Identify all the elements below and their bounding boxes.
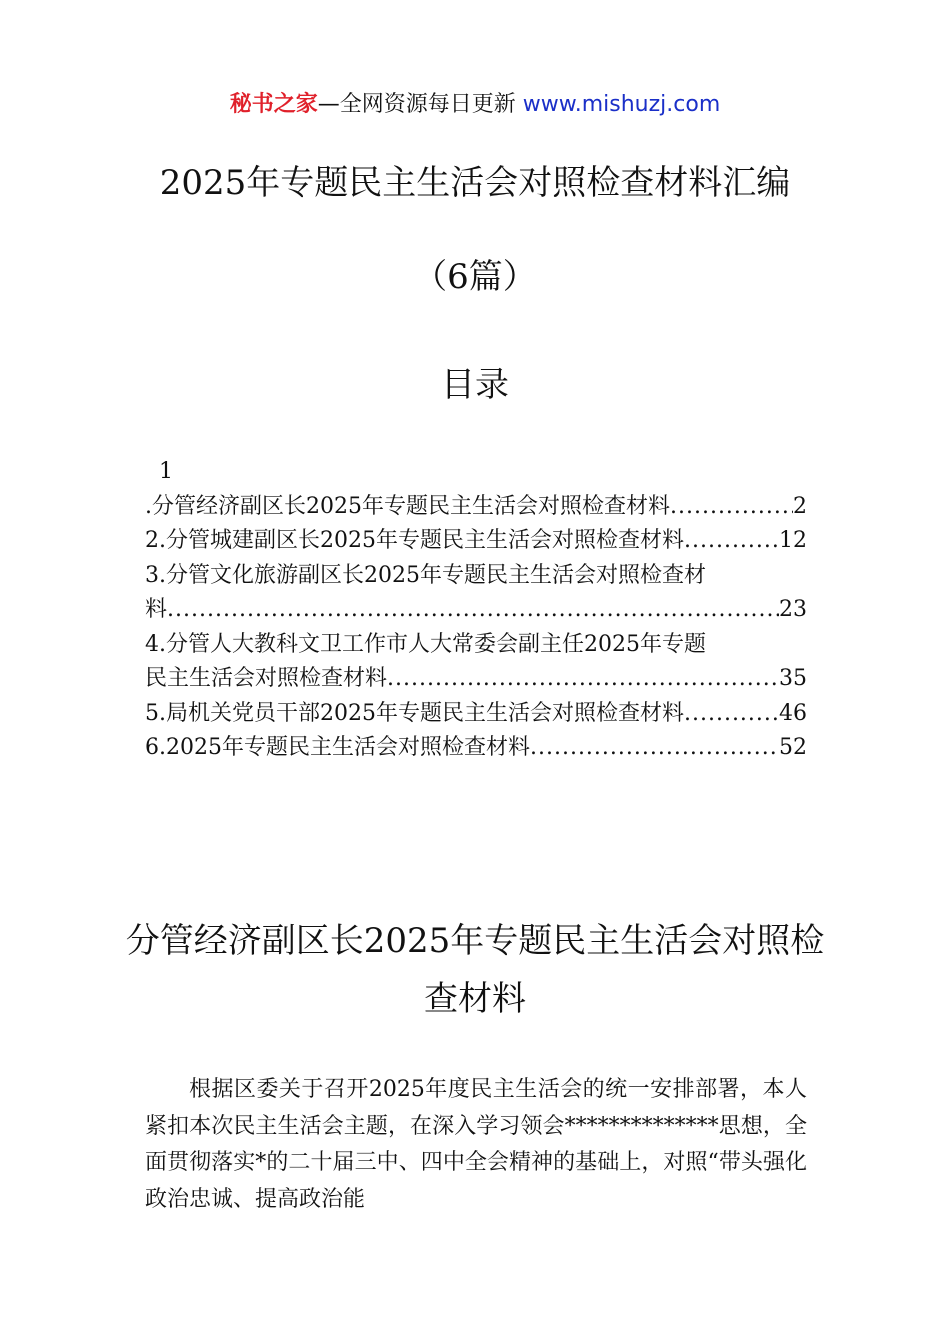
toc-entry-6[interactable] [145,731,807,766]
site-header [0,88,950,122]
toc-entry-3[interactable] [145,593,807,628]
toc-entry-3-line1[interactable]: 3.分管文化旅游副区长2025年专题民主生活会对照检查材 [145,562,706,588]
toc-heading: 目录 [441,365,509,405]
toc-leader-dots [684,524,779,559]
toc-leader-dots [684,697,779,732]
site-link[interactable]: www.mishuzj.com [522,92,721,117]
document-subtitle: （6篇） [413,257,537,297]
toc-entry-title: 5.局机关党员干部2025年专题民主生活会对照检查材料 [145,700,684,726]
toc-entry-title: 6.2025年专题民主生活会对照检查材料 [145,735,530,760]
toc-leader-dots [167,593,779,628]
toc-entry-title-cont: 料 [145,597,168,622]
document-title: 2025年专题民主生活会对照检查材料汇编 [159,163,791,203]
brand-name: 秘书之家 [229,92,318,117]
toc-entry-4-line1[interactable]: 4.分管人大教科文卫工作市人大常委会副主任2025年专题 [145,631,706,657]
toc-entry-page: 46 [779,700,807,726]
header-slogan: —全网资源每日更新 [317,92,516,117]
toc-entry-title: 2.分管城建副区长2025年专题民主生活会对照检查材料 [145,528,684,553]
toc-leader-dots [670,490,793,525]
toc-entry-page: 12 [779,528,807,553]
section-title: 分管经济副区长2025年专题民主生活会对照检查材料 [125,921,825,1019]
toc-entry-title: .分管经济副区长2025年专题民主生活会对照检查材料 [145,493,670,519]
toc-entry-5[interactable] [145,697,807,732]
toc-entry-page: 2 [793,493,807,519]
toc-entry-page: 52 [779,735,807,760]
toc-entry-1[interactable] [145,490,807,525]
toc-entry-page: 35 [779,666,807,691]
toc-entry-4[interactable] [145,662,807,697]
toc-entry-title-cont: 民主生活会对照检查材料 [145,666,388,691]
toc-entry-2[interactable] [145,524,807,559]
toc-leader-dots [387,662,779,697]
body-paragraph: 根据区委关于召开2025年度民主生活会的统一安排部署，本人紧扣本次民主生活会主题，在深入学习领会**************思想，全面贯彻落实*的二十届三中、四中全会精神的基础上，对照“带头强化政治忠诚、提高政治能 [145,1077,807,1212]
toc-entry-page: 23 [779,597,807,622]
table-of-contents [145,455,807,766]
toc-entry-1-number: 1 [159,459,173,484]
toc-leader-dots [530,731,779,766]
